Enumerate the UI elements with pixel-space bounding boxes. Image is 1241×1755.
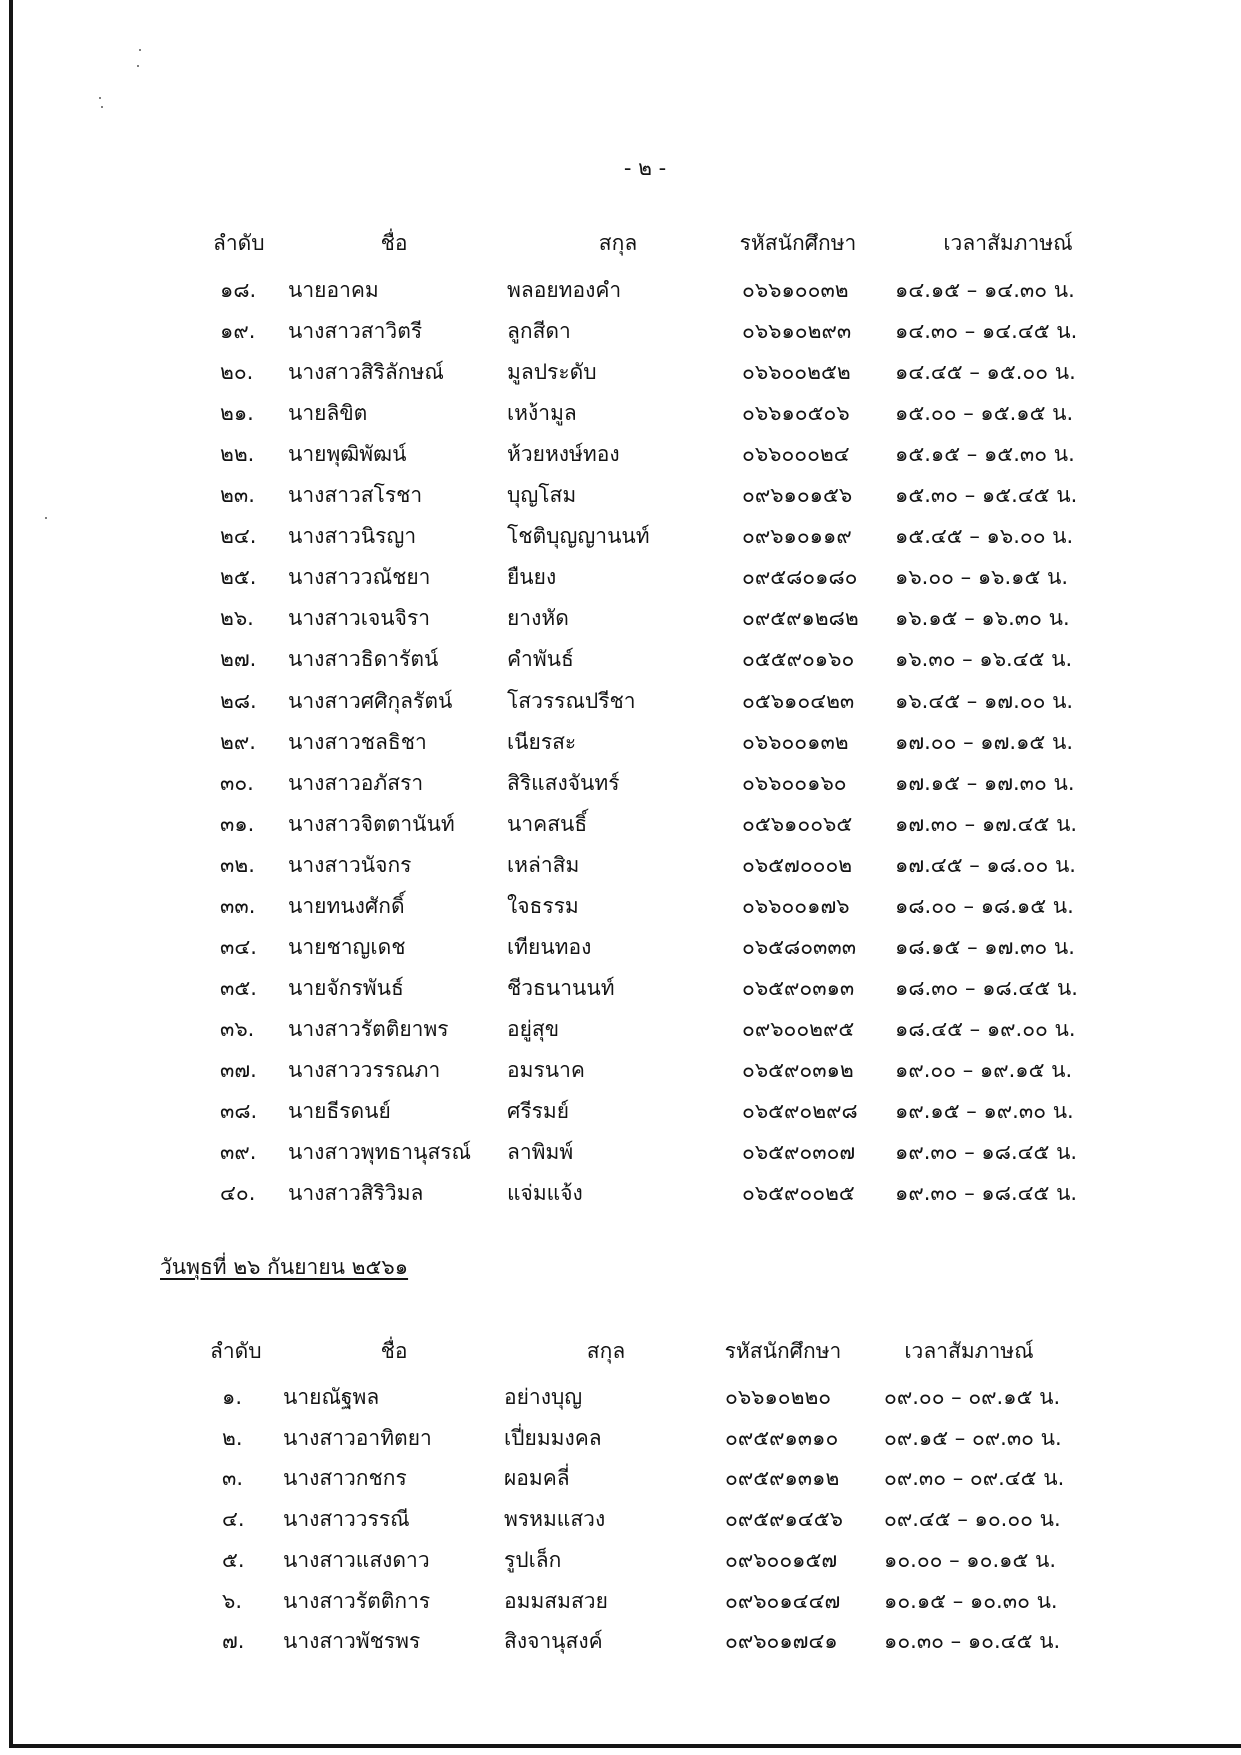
row-order: ๒๘. <box>220 689 257 713</box>
row-order: ๒๒. <box>220 442 255 466</box>
row-surname: มูลประดับ <box>507 360 597 384</box>
row-student-id: ๐๖๕๘๐๓๓๓ <box>742 935 857 959</box>
row-name: นางสาวรัตติยาพร <box>288 1017 449 1041</box>
row-interview-time: ๑๕.๔๕ – ๑๖.๐๐ น. <box>895 524 1074 548</box>
row-name: นางสาวศศิกุลรัตน์ <box>288 689 453 713</box>
row-name: นายพุฒิพัฒน์ <box>288 442 407 466</box>
row-order: ๓๓. <box>220 894 256 918</box>
row-surname: เนียรสะ <box>507 730 577 754</box>
header-name: ชื่อ <box>380 1339 408 1363</box>
row-interview-time: ๐๙.๔๕ – ๑๐.๐๐ น. <box>884 1507 1061 1531</box>
row-interview-time: ๐๙.๓๐ – ๐๙.๔๕ น. <box>884 1466 1065 1490</box>
row-student-id: ๐๖๕๙๐๐๒๕ <box>742 1181 855 1205</box>
row-student-id: ๐๖๖๐๐๑๓๒ <box>742 730 849 754</box>
row-student-id: ๐๕๕๙๐๑๖๐ <box>742 647 855 671</box>
row-order: ๒๕. <box>220 565 257 589</box>
row-student-id: ๐๖๕๗๐๐๐๒ <box>742 853 853 877</box>
header-student-id: รหัสนักศึกษา <box>724 1339 842 1363</box>
page-number: - ๒ - <box>623 156 667 180</box>
row-student-id: ๐๙๖๑๐๑๑๙ <box>742 524 852 548</box>
row-name: นายลิขิต <box>288 401 368 425</box>
row-student-id: ๐๖๕๙๐๓๑๓ <box>742 976 855 1000</box>
row-order: ๑. <box>222 1385 243 1409</box>
row-interview-time: ๑๖.๔๕ – ๑๗.๐๐ น. <box>895 689 1074 713</box>
row-name: นายอาคม <box>288 278 379 302</box>
row-interview-time: ๑๙.๓๐ – ๑๘.๔๕ น. <box>895 1181 1078 1205</box>
row-interview-time: ๑๘.๓๐ – ๑๘.๔๕ น. <box>895 976 1078 1000</box>
row-student-id: ๐๙๖๐๐๒๙๕ <box>742 1017 855 1041</box>
row-order: ๓. <box>222 1466 244 1490</box>
row-name: นางสาวรัตติการ <box>283 1589 431 1613</box>
row-interview-time: ๑๐.๐๐ – ๑๐.๑๕ น. <box>884 1548 1057 1572</box>
row-name: นางสาวกชกร <box>283 1466 407 1490</box>
row-interview-time: ๑๘.๔๕ – ๑๙.๐๐ น. <box>895 1017 1076 1041</box>
row-surname: ใจธรรม <box>507 894 579 918</box>
row-name: นางสาวพุทธานุสรณ์ <box>288 1140 472 1164</box>
row-student-id: ๐๙๕๙๑๓๑๒ <box>725 1466 840 1490</box>
row-name: นางสาววณัชยา <box>288 565 431 589</box>
row-student-id: ๐๖๕๙๐๓๑๒ <box>742 1058 854 1082</box>
row-name: นางสาวสิริวิมล <box>288 1181 424 1205</box>
row-interview-time: ๑๗.๔๕ – ๑๘.๐๐ น. <box>895 853 1076 877</box>
row-surname: เทียนทอง <box>507 935 592 959</box>
row-order: ๑๘. <box>220 278 257 302</box>
row-student-id: ๐๖๖๐๐๐๒๔ <box>742 442 850 466</box>
row-surname: ยืนยง <box>507 565 557 589</box>
row-student-id: ๐๖๖๑๐๒๒๐ <box>725 1385 832 1409</box>
row-name: นางสาวนิรญา <box>288 524 417 548</box>
row-surname: พลอยทองคำ <box>507 278 622 302</box>
row-order: ๒๑. <box>220 401 254 425</box>
header-order: ลำดับ <box>213 231 265 255</box>
row-interview-time: ๑๔.๓๐ – ๑๔.๔๕ น. <box>895 319 1078 343</box>
row-surname: คำพันธ์ <box>507 647 574 671</box>
row-surname: ลูกสีดา <box>507 319 571 343</box>
row-interview-time: ๑๗.๐๐ – ๑๗.๑๕ น. <box>895 730 1074 754</box>
row-order: ๒๓. <box>220 483 255 507</box>
row-student-id: ๐๖๕๙๐๒๙๘ <box>742 1099 858 1123</box>
row-surname: อมมสมสวย <box>504 1589 608 1613</box>
row-interview-time: ๑๔.๔๕ – ๑๕.๐๐ น. <box>895 360 1076 384</box>
row-order: ๓๘. <box>220 1099 258 1123</box>
header-order: ลำดับ <box>210 1339 262 1363</box>
row-surname: อมรนาค <box>507 1058 585 1082</box>
row-order: ๔๐. <box>220 1181 256 1205</box>
row-name: นางสาวเจนจิรา <box>288 606 431 630</box>
row-order: ๕. <box>222 1548 245 1572</box>
row-student-id: ๐๙๕๙๑๒๘๒ <box>742 606 859 630</box>
row-interview-time: ๑๕.๐๐ – ๑๕.๑๕ น. <box>895 401 1074 425</box>
row-order: ๓๐. <box>220 771 254 795</box>
row-surname: เปี่ยมมงคล <box>504 1426 602 1450</box>
row-order: ๓๑. <box>220 812 255 836</box>
row-order: ๖. <box>222 1589 243 1613</box>
row-student-id: ๐๖๖๐๐๑๗๖ <box>742 894 850 918</box>
row-student-id: ๐๙๕๙๑๔๕๖ <box>725 1507 843 1531</box>
scan-left-border <box>9 0 13 1748</box>
row-interview-time: ๑๐.๓๐ – ๑๐.๔๕ น. <box>884 1629 1061 1653</box>
row-surname: บุญโสม <box>507 483 577 507</box>
row-surname: เหล่าสิม <box>507 853 580 877</box>
row-student-id: ๐๖๖๑๐๒๙๓ <box>742 319 852 343</box>
scan-speck <box>45 517 47 519</box>
row-student-id: ๐๕๖๑๐๐๖๕ <box>742 812 853 836</box>
row-surname: อย่างบุญ <box>504 1385 583 1409</box>
row-surname: ผอมคลี่ <box>504 1466 570 1490</box>
row-surname: ลาพิมพ์ <box>507 1140 574 1164</box>
row-interview-time: ๑๖.๑๕ – ๑๖.๓๐ น. <box>895 606 1070 630</box>
row-interview-time: ๑๗.๑๕ – ๑๗.๓๐ น. <box>895 771 1075 795</box>
row-name: นางสาวสโรชา <box>288 483 423 507</box>
header-surname: สกุล <box>598 231 638 255</box>
row-surname: แจ่มแจ้ง <box>507 1181 583 1205</box>
row-order: ๓๙. <box>220 1140 257 1164</box>
row-student-id: ๐๖๖๑๐๐๓๒ <box>742 278 849 302</box>
row-order: ๑๙. <box>220 319 256 343</box>
scan-speck <box>137 65 139 67</box>
row-name: นางสาวแสงดาว <box>283 1548 430 1572</box>
row-name: นางสาวชลธิชา <box>288 730 427 754</box>
row-interview-time: ๑๗.๓๐ – ๑๗.๔๕ น. <box>895 812 1078 836</box>
row-order: ๒๗. <box>220 647 257 671</box>
row-order: ๓๕. <box>220 976 257 1000</box>
row-order: ๓๗. <box>220 1058 257 1082</box>
row-student-id: ๐๙๖๐๑๔๔๗ <box>725 1589 841 1613</box>
row-name: นายชาญเดช <box>288 935 406 959</box>
row-student-id: ๐๖๖๐๐๑๖๐ <box>742 771 847 795</box>
scan-speck <box>101 106 103 108</box>
row-surname: โสวรรณปรีชา <box>507 689 636 713</box>
row-name: นางสาววรรณี <box>283 1507 410 1531</box>
row-name: นางสาววรรณภา <box>288 1058 441 1082</box>
row-surname: ศรีรมย์ <box>507 1099 570 1123</box>
row-order: ๓๖. <box>220 1017 255 1041</box>
row-surname: โชติบุญญานนท์ <box>507 524 650 548</box>
row-name: นางสาวอาทิตยา <box>283 1426 432 1450</box>
row-interview-time: ๐๙.๑๕ – ๐๙.๓๐ น. <box>884 1426 1062 1450</box>
row-interview-time: ๑๔.๑๕ – ๑๔.๓๐ น. <box>895 278 1075 302</box>
row-order: ๓๒. <box>220 853 255 877</box>
row-order: ๒๔. <box>220 524 257 548</box>
row-interview-time: ๑๙.๑๕ – ๑๙.๓๐ น. <box>895 1099 1074 1123</box>
header-interview-time: เวลาสัมภาษณ์ <box>904 1339 1034 1363</box>
row-student-id: ๐๙๕๘๐๑๘๐ <box>742 565 858 589</box>
row-student-id: ๐๙๖๑๐๑๕๖ <box>742 483 853 507</box>
row-surname: สิริแสงจันทร์ <box>507 771 620 795</box>
row-surname: ห้วยหงษ์ทอง <box>507 442 620 466</box>
row-order: ๗. <box>222 1629 245 1653</box>
row-surname: สิงจานุสงค์ <box>504 1629 603 1653</box>
scan-speck <box>139 49 141 51</box>
header-name: ชื่อ <box>380 231 408 255</box>
header-student-id: รหัสนักศึกษา <box>739 231 857 255</box>
row-order: ๒๖. <box>220 606 254 630</box>
row-surname: ชีวธนานนท์ <box>507 976 615 1000</box>
row-interview-time: ๑๕.๓๐ – ๑๕.๔๕ น. <box>895 483 1078 507</box>
row-surname: ยางหัด <box>507 606 569 630</box>
row-interview-time: ๑๙.๐๐ – ๑๙.๑๕ น. <box>895 1058 1073 1082</box>
row-name: นางสาวจิตตานันท์ <box>288 812 455 836</box>
row-name: นางสาวธิดารัตน์ <box>288 647 439 671</box>
row-surname: นาคสนธิ์ <box>507 812 588 836</box>
row-name: นายทนงศักดิ์ <box>288 894 405 918</box>
row-name: นายธีรดนย์ <box>288 1099 391 1123</box>
header-surname: สกุล <box>586 1339 626 1363</box>
row-student-id: ๐๙๖๐๐๑๕๗ <box>725 1548 838 1572</box>
row-student-id: ๐๕๖๑๐๔๒๓ <box>742 689 855 713</box>
section-heading-date: วันพุธที่ ๒๖ กันยายน ๒๕๖๑ <box>160 1255 409 1279</box>
row-order: ๒๐. <box>220 360 254 384</box>
row-name: นางสาวนัจกร <box>288 853 412 877</box>
row-interview-time: ๑๕.๑๕ – ๑๕.๓๐ น. <box>895 442 1075 466</box>
row-student-id: ๐๖๖๑๐๕๐๖ <box>742 401 850 425</box>
header-interview-time: เวลาสัมภาษณ์ <box>943 231 1073 255</box>
row-surname: เหง้ามูล <box>507 401 577 425</box>
scan-bottom-border <box>9 1744 1241 1748</box>
row-interview-time: ๑๘.๐๐ – ๑๘.๑๕ น. <box>895 894 1074 918</box>
row-interview-time: ๐๙.๐๐ – ๐๙.๑๕ น. <box>884 1385 1061 1409</box>
scan-speck <box>99 97 101 99</box>
row-name: นายจักรพันธ์ <box>288 976 404 1000</box>
row-interview-time: ๑๐.๑๕ – ๑๐.๓๐ น. <box>884 1589 1058 1613</box>
row-order: ๓๔. <box>220 935 257 959</box>
row-student-id: ๐๖๖๐๐๒๕๒ <box>742 360 851 384</box>
row-interview-time: ๑๖.๐๐ – ๑๖.๑๕ น. <box>895 565 1069 589</box>
row-name: นางสาวอภัสรา <box>288 771 424 795</box>
row-order: ๒. <box>222 1426 243 1450</box>
row-name: นางสาวสาวิตรี <box>288 319 423 343</box>
row-student-id: ๐๙๖๐๑๗๔๑ <box>725 1629 838 1653</box>
row-order: ๔. <box>222 1507 245 1531</box>
row-student-id: ๐๙๕๙๑๓๑๐ <box>725 1426 839 1450</box>
row-interview-time: ๑๖.๓๐ – ๑๖.๔๕ น. <box>895 647 1073 671</box>
row-surname: อยู่สุข <box>507 1017 560 1041</box>
row-name: นางสาวพัชรพร <box>283 1629 421 1653</box>
row-interview-time: ๑๘.๑๕ – ๑๗.๓๐ น. <box>895 935 1075 959</box>
row-surname: พรหมแสวง <box>504 1507 606 1531</box>
row-name: นางสาวสิริลักษณ์ <box>288 360 444 384</box>
row-name: นายณัฐพล <box>283 1385 380 1409</box>
row-surname: รูปเล็ก <box>504 1548 562 1572</box>
row-interview-time: ๑๙.๓๐ – ๑๘.๔๕ น. <box>895 1140 1078 1164</box>
row-student-id: ๐๖๕๙๐๓๐๗ <box>742 1140 856 1164</box>
row-order: ๒๙. <box>220 730 256 754</box>
